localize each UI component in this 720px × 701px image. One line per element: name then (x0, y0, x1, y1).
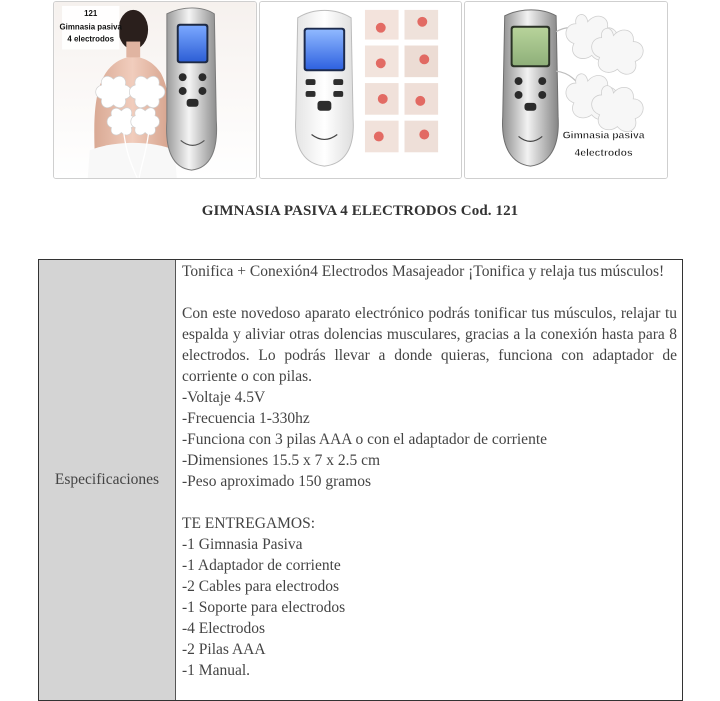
delivery-item: -2 Cables para electrodos (182, 578, 340, 595)
spec-feature-power: -Funciona con 3 pilas AAA o con el adaptador de corriente (182, 431, 547, 448)
spec-features-list (182, 387, 677, 492)
product-title: GIMNASIA PASIVA 4 ELECTRODOS Cod. 121 (201, 203, 519, 219)
specifications-table (38, 259, 683, 701)
product-image-2[interactable] (259, 1, 462, 179)
image-3-overlay-line1: Gimnasia pasiva (562, 130, 645, 142)
delivery-item: -1 Adaptador de corriente (182, 557, 341, 574)
delivery-list (182, 534, 677, 681)
delivery-item: -1 Manual. (182, 662, 251, 679)
image-1-overlay-line2: 4 electrodos (67, 34, 115, 44)
spec-feature-voltage: -Voltaje 4.5V (182, 389, 266, 406)
delivery-item: -1 Soporte para electrodos (182, 599, 346, 616)
spec-feature-dimensions: -Dimensiones 15.5 x 7 x 2.5 cm (182, 452, 381, 469)
product-photo-device-zones (260, 2, 461, 178)
spec-feature-frequency: -Frecuencia 1-330hz (182, 410, 310, 427)
delivery-item: -2 Pilas AAA (182, 641, 266, 658)
specifications-label: Especificaciones (39, 260, 176, 700)
spec-intro: Tonifica + Conexión4 Electrodos Masajeador ¡Tonifica y relaja tus músculos! (182, 263, 665, 280)
product-photo-device-electrodes (465, 2, 667, 178)
image-1-code-label: 121 (84, 8, 98, 18)
delivery-heading: TE ENTREGAMOS: (182, 515, 316, 532)
delivery-item: -4 Electrodos (182, 620, 266, 637)
product-photo-back-electrodes (54, 2, 256, 178)
product-image-1[interactable] (53, 1, 257, 179)
image-3-overlay-line2: 4electrodos (574, 148, 633, 160)
product-image-3[interactable] (464, 1, 668, 179)
delivery-item: -1 Gimnasia Pasiva (182, 536, 303, 553)
specifications-content (176, 260, 682, 700)
spec-description: Con este novedoso aparato electrónico podrás tonificar tus músculos, relajar tu espalda y aliviar otras dolencias musculares, gracias a la conexión hasta para 8 electrodos. Lo podrás llevar a donde quieras, funciona con adaptador de corriente o con pilas. (182, 305, 677, 385)
spec-feature-weight: -Peso aproximado 150 gramos (182, 473, 371, 490)
image-1-overlay-line1: Gimnasia pasiva (59, 22, 122, 32)
